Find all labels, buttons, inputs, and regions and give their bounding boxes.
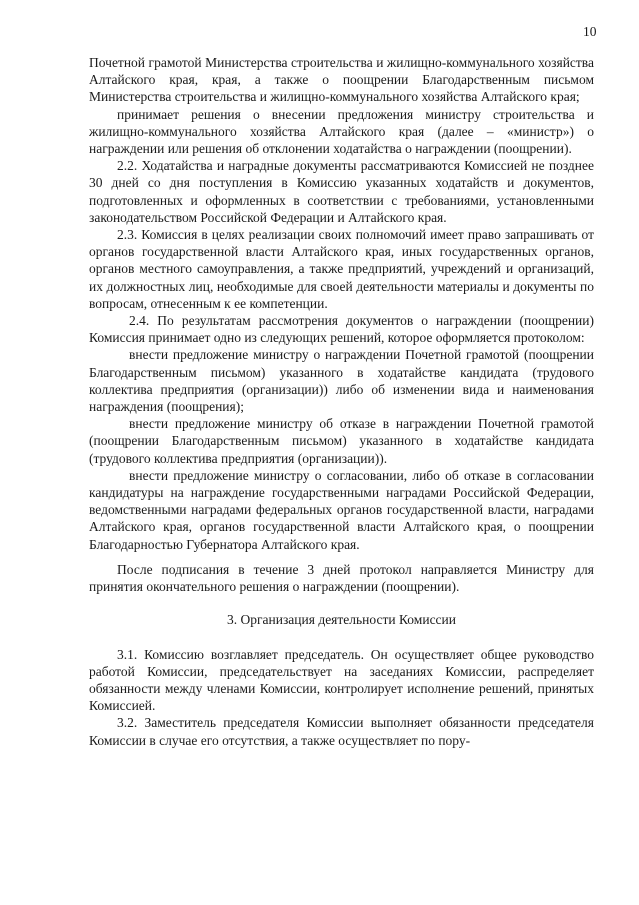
paragraph-3-2: 3.2. Заместитель председателя Комиссии выполняет обязанности председателя Комиссии в случае его отсутствия, а также осуществляет по пору-	[89, 715, 594, 748]
paragraph-3-1: 3.1. Комиссию возглавляет председатель. Он осуществляет общее руководство работой Комиссии, председательствует на заседаниях Комиссии, распределяет обязанности между членами Комиссии, контролирует исполнение решений, принятых Комиссией.	[89, 646, 594, 714]
document-body	[89, 54, 594, 749]
paragraph-after-signing: После подписания в течение 3 дней протокол направляется Министру для принятия окончательного решения о награждении (поощрении).	[89, 561, 594, 595]
paragraph-option-approve: внести предложение министру о согласовании, либо об отказе в согласовании кандидатуры на награждение государственными наградами Российской Федерации, ведомственными наградами федеральных органов государственной власти, наградами Алтайского края, органов государственной власти Алтайского края, о поощрении Благодарностью Губернатора Алтайского края.	[89, 467, 594, 552]
paragraph-2-2: 2.2. Ходатайства и наградные документы рассматриваются Комиссией не позднее 30 дней со дня поступления в Комиссию указанных ходатайств и документов, подготовленных и оформленных в соответствии с требованиями, установленными законодательством Российской Федерации и Алтайского края.	[89, 158, 594, 225]
paragraph-continuation: Почетной грамотой Министерства строительства и жилищно-коммунального хозяйства Алтайского края, края, а также о поощрении Благодарственным письмом Министерства строительства и жилищно-коммунального хозяйства Алтайского края;	[89, 55, 594, 105]
paragraph-option-refuse: внести предложение министру об отказе в награждении Почетной грамотой (поощрении Благодарственным письмом) указанного в ходатайстве кандидата (трудового коллектива предприятия (организации)).	[89, 416, 594, 466]
section-heading: 3. Организация деятельности Комиссии	[226, 612, 457, 628]
paragraph-2-4: 2.4. По результатам рассмотрения документов о награждении (поощрении) Комиссия принимает одно из следующих решений, которое оформляется протоколом:	[89, 313, 594, 346]
page-number: 10	[583, 24, 597, 39]
paragraph-2-3: 2.3. Комиссия в целях реализации своих полномочий имеет право запрашивать от органов государственной власти Алтайского края, иных государственных органов, органов местного самоуправления, а также предприятий, учреждений и организаций, их должностных лиц, необходимые для своей деятельности материалы и документы по вопросам, отнесенным к ее компетенции.	[89, 227, 594, 311]
paragraph-option-award: внести предложение министру о награждении Почетной грамотой (поощрении Благодарственным письмом) указанного в ходатайстве кандидата (трудового коллектива предприятия (организации)) либо об изменении вида и наименования награждения (поощрения);	[89, 347, 594, 415]
paragraph-decision-clause: принимает решения о внесении предложения министру строительства и жилищно-коммунального хозяйства Алтайского края (далее – «министр») о награждении или решения об отклонении ходатайства о награждении (поощрении).	[89, 106, 594, 157]
